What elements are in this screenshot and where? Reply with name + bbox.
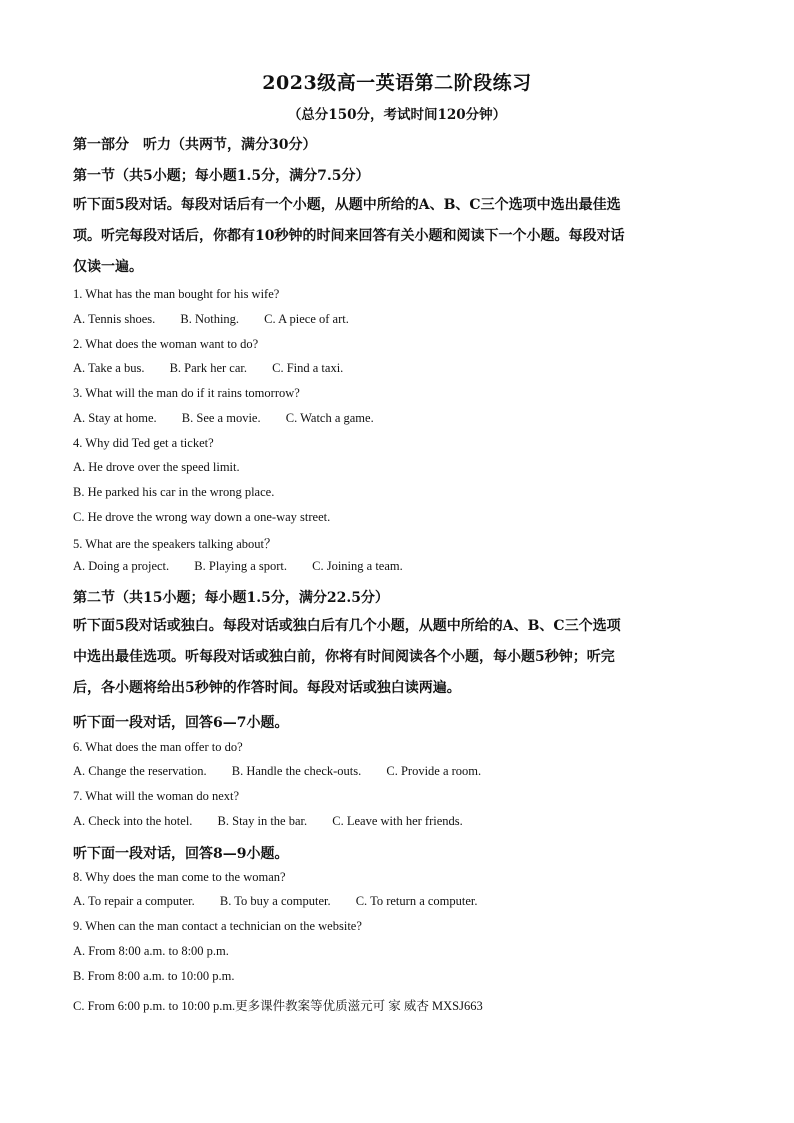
option-a[interactable]: A. Stay at home. (73, 411, 157, 425)
exam-title: 2023级高一英语第二阶段练习 (262, 72, 532, 94)
options-6 (73, 764, 723, 779)
option-c[interactable]: C. Joining a team. (312, 559, 403, 573)
option-c[interactable]: C. Provide a room. (386, 764, 482, 778)
instruction-line: 后，各小题将给出5秒钟的作答时间。每段对话或独白读两遍。 (73, 680, 461, 696)
option-b[interactable]: B. Park her car. (169, 361, 247, 375)
instruction-line: 听下面5段对话或独白。每段对话或独白后有几个小题，从题中所给的A、B、C三个选项 (73, 618, 621, 634)
option-b[interactable]: B. Nothing. (180, 312, 240, 326)
option-b[interactable]: B. He parked his car in the wrong place. (73, 485, 275, 499)
option-a[interactable]: A. Take a bus. (73, 361, 145, 375)
question-6: 6. What does the man offer to do? (73, 740, 243, 754)
option-b[interactable]: B. See a movie. (181, 411, 261, 425)
option-b[interactable]: B. Playing a sport. (194, 559, 287, 573)
option-b[interactable]: B. To buy a computer. (219, 894, 331, 908)
question-3: 3. What will the man do if it rains tomorrow? (73, 386, 300, 400)
option-a[interactable]: A. From 8:00 a.m. to 8:00 p.m. (73, 944, 229, 958)
option-a[interactable]: A. He drove over the speed limit. (73, 460, 240, 474)
dialog-heading-6-7: 听下面一段对话，回答6—7小题。 (73, 715, 289, 731)
question-4: 4. Why did Ted get a ticket? (73, 436, 214, 450)
options-8 (73, 894, 723, 909)
exam-subtitle: （总分150分，考试时间120分钟） (287, 107, 507, 123)
question-2: 2. What does the woman want to do? (73, 337, 259, 351)
option-a[interactable]: A. Change the reservation. (73, 764, 207, 778)
instruction-line: 中选出最佳选项。听每段对话或独白前，你将有时间阅读各个小题，每小题5秒钟；听完 (73, 649, 615, 665)
option-c[interactable]: C. To return a computer. (355, 894, 478, 908)
question-5: 5. What are the speakers talking about？ (73, 537, 277, 551)
option-c[interactable]: C. Find a taxi. (272, 361, 344, 375)
part1-heading: 第一部分 听力（共两节，满分30分） (73, 137, 317, 153)
option-a[interactable]: A. Doing a project. (73, 559, 170, 573)
option-b[interactable]: B. From 8:00 a.m. to 10:00 p.m. (73, 969, 235, 983)
option-c[interactable]: C. Watch a game. (285, 411, 374, 425)
option-a[interactable]: A. Tennis shoes. (73, 312, 156, 326)
instruction-line: 仅读一遍。 (73, 259, 143, 275)
options-2 (73, 361, 723, 376)
question-7: 7. What will the woman do next? (73, 789, 240, 803)
section2-instruction (73, 611, 723, 704)
section2-heading: 第二节（共15小题；每小题1.5分，满分22.5分） (73, 590, 389, 606)
question-9: 9. When can the man contact a technician on the website? (73, 919, 362, 933)
question-1: 1. What has the man bought for his wife? (73, 287, 280, 301)
options-1 (73, 312, 723, 327)
instruction-line: 项。听完每段对话后，你都有10秒钟的时间来回答有关小题和阅读下一个小题。每段对话 (73, 228, 625, 244)
dialog-heading-8-9: 听下面一段对话，回答8—9小题。 (73, 846, 289, 862)
option-a[interactable]: A. To repair a computer. (73, 894, 195, 908)
option-b[interactable]: B. Handle the check-outs. (231, 764, 362, 778)
instruction-line: 听下面5段对话。每段对话后有一个小题，从题中所给的A、B、C三个选项中选出最佳选 (73, 197, 621, 213)
options-3 (73, 411, 723, 426)
option-c[interactable]: C. From 6:00 p.m. to 10:00 p.m.更多课件教案等优质滋元可 家 威杏 MXSJ663 (73, 999, 483, 1013)
section1-instruction (73, 190, 723, 283)
option-c[interactable]: C. A piece of art. (264, 312, 349, 326)
section1-heading: 第一节（共5小题；每小题1.5分，满分7.5分） (73, 168, 370, 184)
options-5 (73, 559, 723, 574)
options-7 (73, 814, 723, 829)
option-a[interactable]: A. Check into the hotel. (73, 814, 193, 828)
question-8: 8. Why does the man come to the woman? (73, 870, 286, 884)
option-b[interactable]: B. Stay in the bar. (217, 814, 308, 828)
option-c[interactable]: C. He drove the wrong way down a one-way street. (73, 510, 331, 524)
option-c[interactable]: C. Leave with her friends. (332, 814, 463, 828)
